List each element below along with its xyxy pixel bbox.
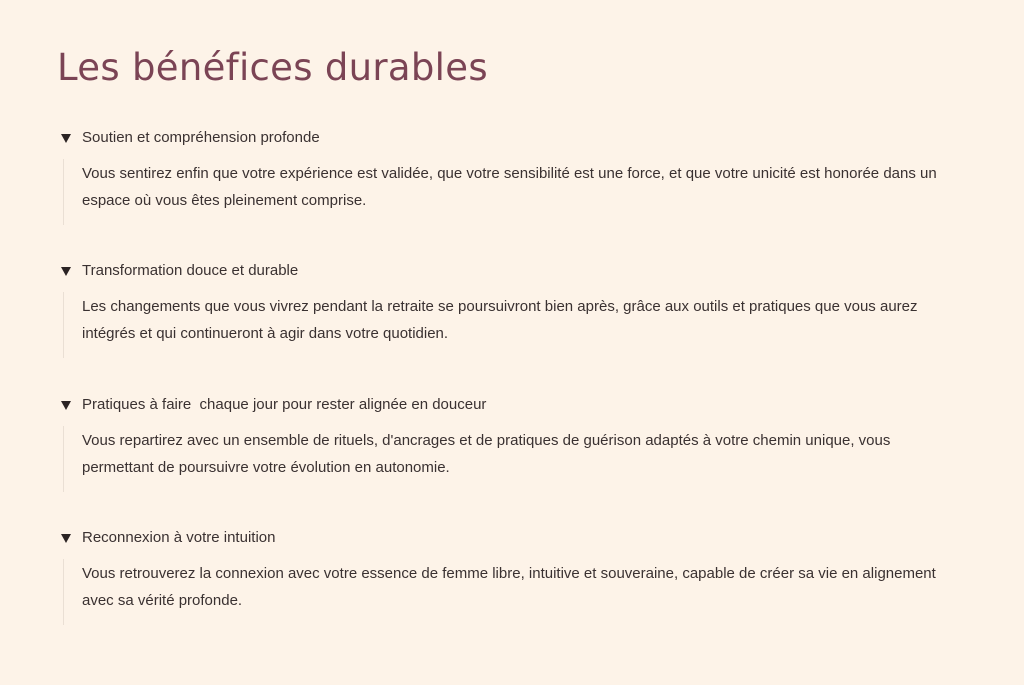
page-title: Les bénéfices durables xyxy=(57,46,488,89)
accordion-toggle-transformation[interactable] xyxy=(57,260,957,282)
triangle-down-icon xyxy=(61,401,71,410)
accordion-content xyxy=(63,292,954,358)
accordion-text: Vous retrouverez la connexion avec votre essence de femme libre, intuitive et souveraine, capable de créer sa vie en alignement avec sa vérité profonde. xyxy=(82,565,936,609)
accordion-text: Les changements que vous vivrez pendant la retraite se poursuivront bien après, grâce aux outils et pratiques que vous aurez intégrés et qui continueront à agir dans votre quotidien. xyxy=(82,298,918,342)
accordion-item-pratiques xyxy=(57,394,957,476)
accordion-text: Vous sentirez enfin que votre expérience est validée, que votre sensibilité est une force, et que votre unicité est honorée dans un espace où vous êtes pleinement comprise. xyxy=(82,165,937,209)
accordion-content xyxy=(63,426,954,492)
triangle-down-icon xyxy=(61,534,71,543)
accordion-content xyxy=(63,159,954,225)
accordion-toggle-pratiques[interactable] xyxy=(57,394,957,416)
accordion-item-transformation xyxy=(57,260,957,342)
accordion-title: Pratiques à faire chaque jour pour rester alignée en douceur xyxy=(82,396,487,413)
accordion-text: Vous repartirez avec un ensemble de rituels, d'ancrages et de pratiques de guérison adaptés à votre chemin unique, vous permettant de poursuivre votre évolution en autonomie. xyxy=(82,432,891,476)
accordion-item-reconnexion xyxy=(57,527,957,609)
accordion-toggle-reconnexion[interactable] xyxy=(57,527,957,549)
accordion-item-soutien xyxy=(57,127,957,209)
triangle-down-icon xyxy=(61,267,71,276)
accordion-title: Soutien et compréhension profonde xyxy=(82,129,320,146)
triangle-down-icon xyxy=(61,134,71,143)
accordion-toggle-soutien[interactable] xyxy=(57,127,957,149)
accordion-content xyxy=(63,559,954,625)
accordion-title: Reconnexion à votre intuition xyxy=(82,529,276,546)
accordion-title: Transformation douce et durable xyxy=(82,262,299,279)
